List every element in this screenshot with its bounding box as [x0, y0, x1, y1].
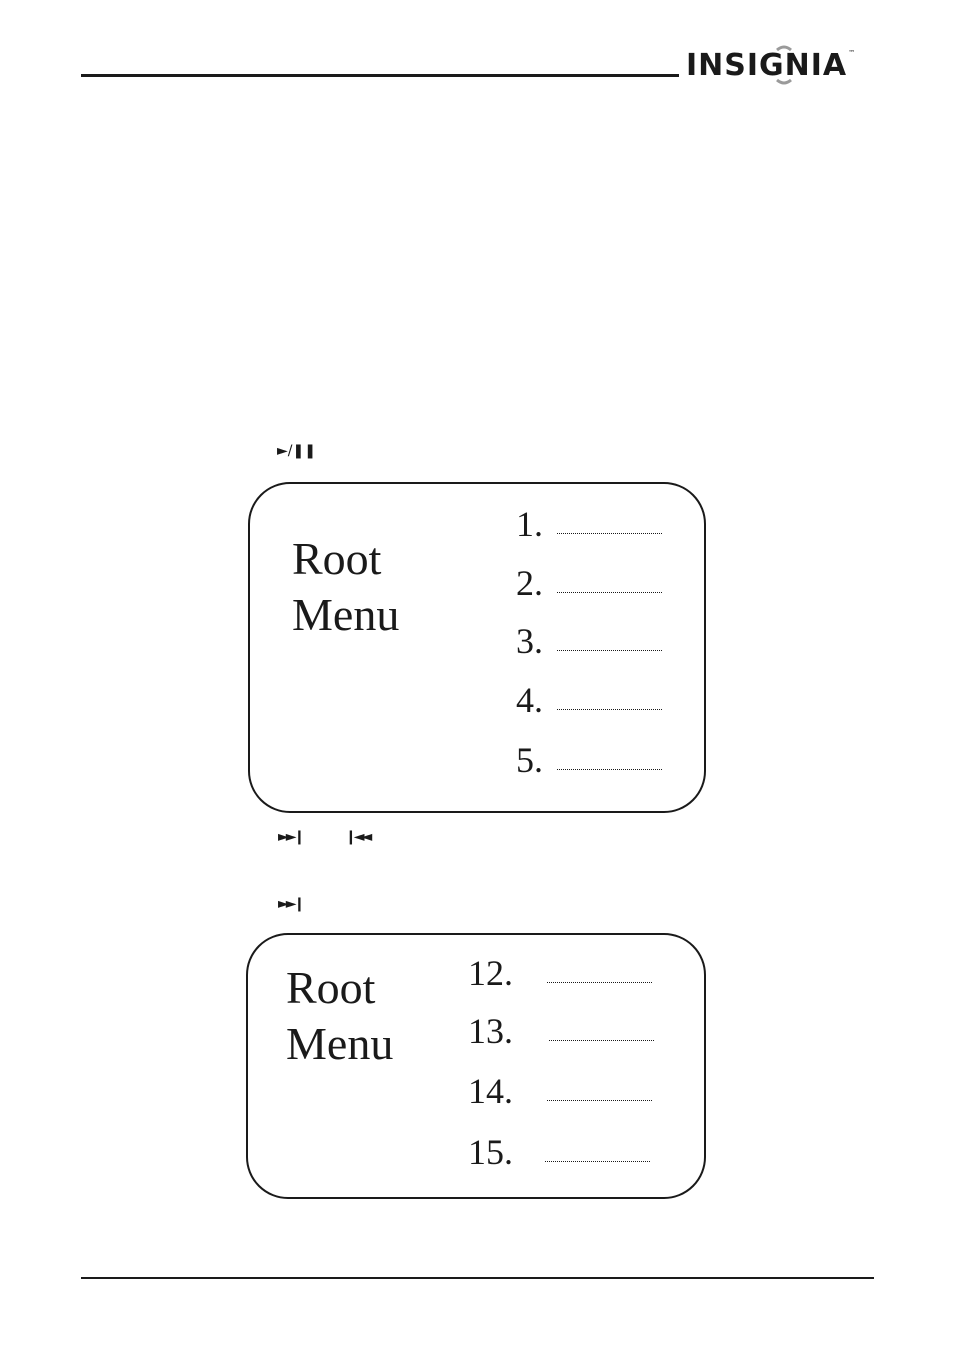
trademark-mark: ™ — [848, 49, 856, 57]
menu-item-placeholder-dots — [557, 533, 662, 534]
menu-item-5 — [516, 740, 662, 780]
root-menu-title-line-1: Root — [286, 962, 376, 1013]
menu-item-3 — [516, 621, 662, 661]
menu-item-number: 13. — [468, 1011, 513, 1051]
root-menu-title-line-2: Menu — [286, 1018, 394, 1069]
footer-rule — [81, 1277, 874, 1279]
header-rule — [81, 74, 679, 77]
menu-item-2 — [516, 563, 662, 603]
menu-item-placeholder-dots — [547, 982, 652, 983]
menu-item-number: 2. — [516, 563, 543, 603]
next-track-icon: ►►❙ — [278, 829, 303, 845]
root-menu-title-line-2: Menu — [292, 589, 400, 640]
menu-item-number: 1. — [516, 504, 543, 544]
menu-item-14 — [468, 1071, 652, 1111]
menu-item-number: 12. — [468, 953, 513, 993]
root-menu-screen-2 — [246, 933, 706, 1199]
menu-item-number: 5. — [516, 740, 543, 780]
menu-item-placeholder-dots — [557, 650, 662, 651]
menu-item-15 — [468, 1132, 650, 1172]
root-menu-title-line-1: Root — [292, 533, 382, 584]
menu-item-number: 4. — [516, 680, 543, 720]
menu-item-placeholder-dots — [557, 769, 662, 770]
brand-logo-text: INSIGNIA — [686, 47, 848, 83]
menu-item-4 — [516, 680, 662, 720]
root-menu-title — [286, 960, 393, 1072]
menu-item-12 — [468, 953, 652, 993]
menu-item-number: 14. — [468, 1071, 513, 1111]
menu-item-1 — [516, 504, 662, 544]
menu-item-number: 3. — [516, 621, 543, 661]
previous-track-icon: ❙◄◄ — [345, 829, 370, 845]
root-menu-title — [292, 531, 399, 643]
menu-item-number: 15. — [468, 1132, 513, 1172]
menu-item-placeholder-dots — [557, 592, 662, 593]
menu-item-placeholder-dots — [547, 1100, 652, 1101]
menu-item-placeholder-dots — [549, 1040, 654, 1041]
next-track-icon: ►►❙ — [278, 896, 303, 912]
brand-logo — [686, 44, 855, 86]
play-pause-icon: ►/❚❚ — [277, 443, 316, 459]
menu-item-placeholder-dots — [545, 1161, 650, 1162]
root-menu-screen-1 — [248, 482, 706, 813]
menu-item-13 — [468, 1011, 654, 1051]
menu-item-placeholder-dots — [557, 709, 662, 710]
